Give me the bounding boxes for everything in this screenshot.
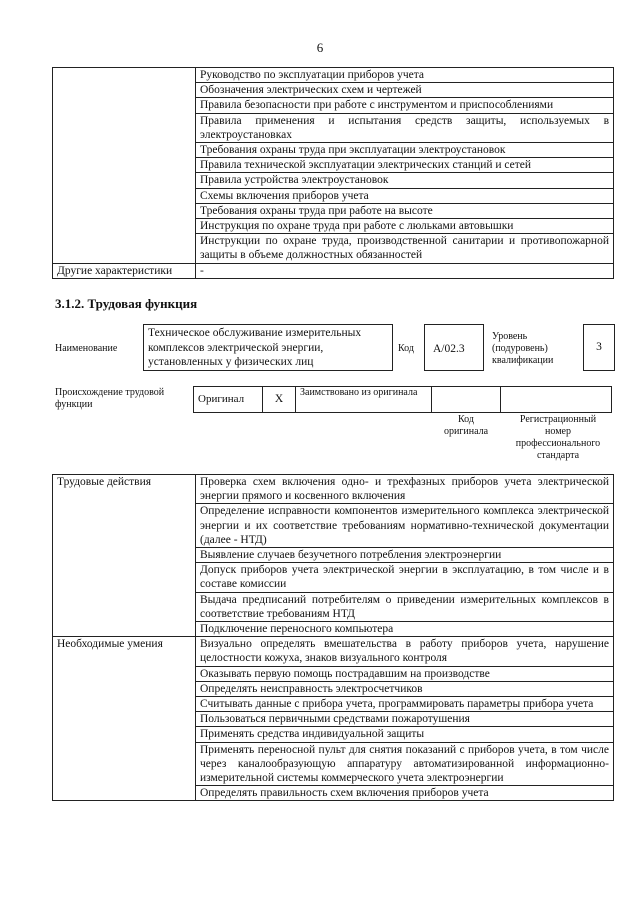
action-item: Проверка схем включения одно- и трехфазных приборов учета электрической энергии прямого и косвенного включения <box>196 475 614 504</box>
original-mark: Х <box>263 387 296 413</box>
skill-item: Определять неисправность электросчетчиков <box>196 681 614 696</box>
reg-number-cell <box>501 387 612 413</box>
skill-item: Оказывать первую помощь пострадавшим на производстве <box>196 666 614 681</box>
activities-table <box>52 474 614 801</box>
skill-item: Пользоваться первичными средствами пожаротушения <box>196 712 614 727</box>
skill-item: Считывать данные с прибора учета, программировать параметры прибора учета <box>196 697 614 712</box>
action-item: Выявление случаев безучетного потребления электроэнергии <box>196 548 614 563</box>
knowledge-item: Требования охраны труда при работе на высоте <box>196 203 614 218</box>
borrowed-label: Заимствовано из оригинала <box>296 387 432 413</box>
origin-table <box>193 386 612 413</box>
level-label: Уровень (подуровень) квалификации <box>492 331 554 366</box>
knowledge-item: Правила безопасности при работе с инструментом и приспособлениями <box>196 98 614 113</box>
skill-item: Применять средства индивидуальной защиты <box>196 727 614 742</box>
empty-label-cell <box>53 68 196 264</box>
knowledge-item: Требования охраны труда при эксплуатации электроустановок <box>196 143 614 158</box>
page-number: 6 <box>316 40 324 55</box>
actions-label: Трудовые действия <box>53 475 196 637</box>
skill-item: Применять переносной пульт для снятия показаний с приборов учета, в том числе через каналообразующую аппаратуру автоматизированной информационно-измерительной системы коммерческого учета электроэнергии <box>196 742 614 786</box>
knowledge-item: Руководство по эксплуатации приборов учета <box>196 68 614 83</box>
section-title: 3.1.2. Трудовая функция <box>55 296 198 311</box>
action-item: Допуск приборов учета электрической энергии в эксплуатацию, в том числе и в составе комиссии <box>196 563 614 592</box>
knowledge-item: Правила применения и испытания средств защиты, используемых в электроустановках <box>196 113 614 142</box>
action-item: Выдача предписаний потребителям о приведении измерительных комплексов в соответствие требованиям НТД <box>196 592 614 621</box>
origin-label: Происхождение трудовой функции <box>55 387 165 410</box>
skills-label: Необходимые умения <box>53 637 196 801</box>
level-value-box: 3 <box>583 324 615 371</box>
code-label: Код <box>398 343 414 354</box>
knowledge-item: Правила устройства электроустановок <box>196 173 614 188</box>
skill-item: Определять правильность схем включения приборов учета <box>196 786 614 801</box>
knowledge-item: Схемы включения приборов учета <box>196 188 614 203</box>
original-code-caption: Код оригинала <box>443 414 489 437</box>
name-label: Наименование <box>55 343 118 354</box>
code-value-box: А/02.3 <box>424 324 484 371</box>
other-characteristics-label: Другие характеристики <box>53 263 196 278</box>
knowledge-item: Обозначения электрических схем и чертежей <box>196 83 614 98</box>
original-code-cell <box>432 387 501 413</box>
knowledge-item: Правила технической эксплуатации электрических станций и сетей <box>196 158 614 173</box>
knowledge-table <box>52 67 614 279</box>
original-label: Оригинал <box>194 387 263 413</box>
action-item: Подключение переносного компьютера <box>196 622 614 637</box>
function-name-box: Техническое обслуживание измерительных комплексов электрической энергии, установленных у физических лиц <box>143 324 393 371</box>
other-characteristics-value: - <box>196 263 614 278</box>
knowledge-item: Инструкции по охране труда, производственной санитарии и противопожарной защиты в объеме должностных обязанностей <box>196 234 614 263</box>
knowledge-item: Инструкция по охране труда при работе с люльками автовышки <box>196 219 614 234</box>
skill-item: Визуально определять вмешательства в работу приборов учета, нарушение целостности кожуха, знаков визуального контроля <box>196 637 614 666</box>
reg-number-caption: Регистрационный номер профессионального стандарта <box>515 414 601 461</box>
action-item: Определение исправности компонентов измерительного комплекса электрической энергии и их соответствие требованиям нормативно-технической документации (далее - НТД) <box>196 504 614 548</box>
